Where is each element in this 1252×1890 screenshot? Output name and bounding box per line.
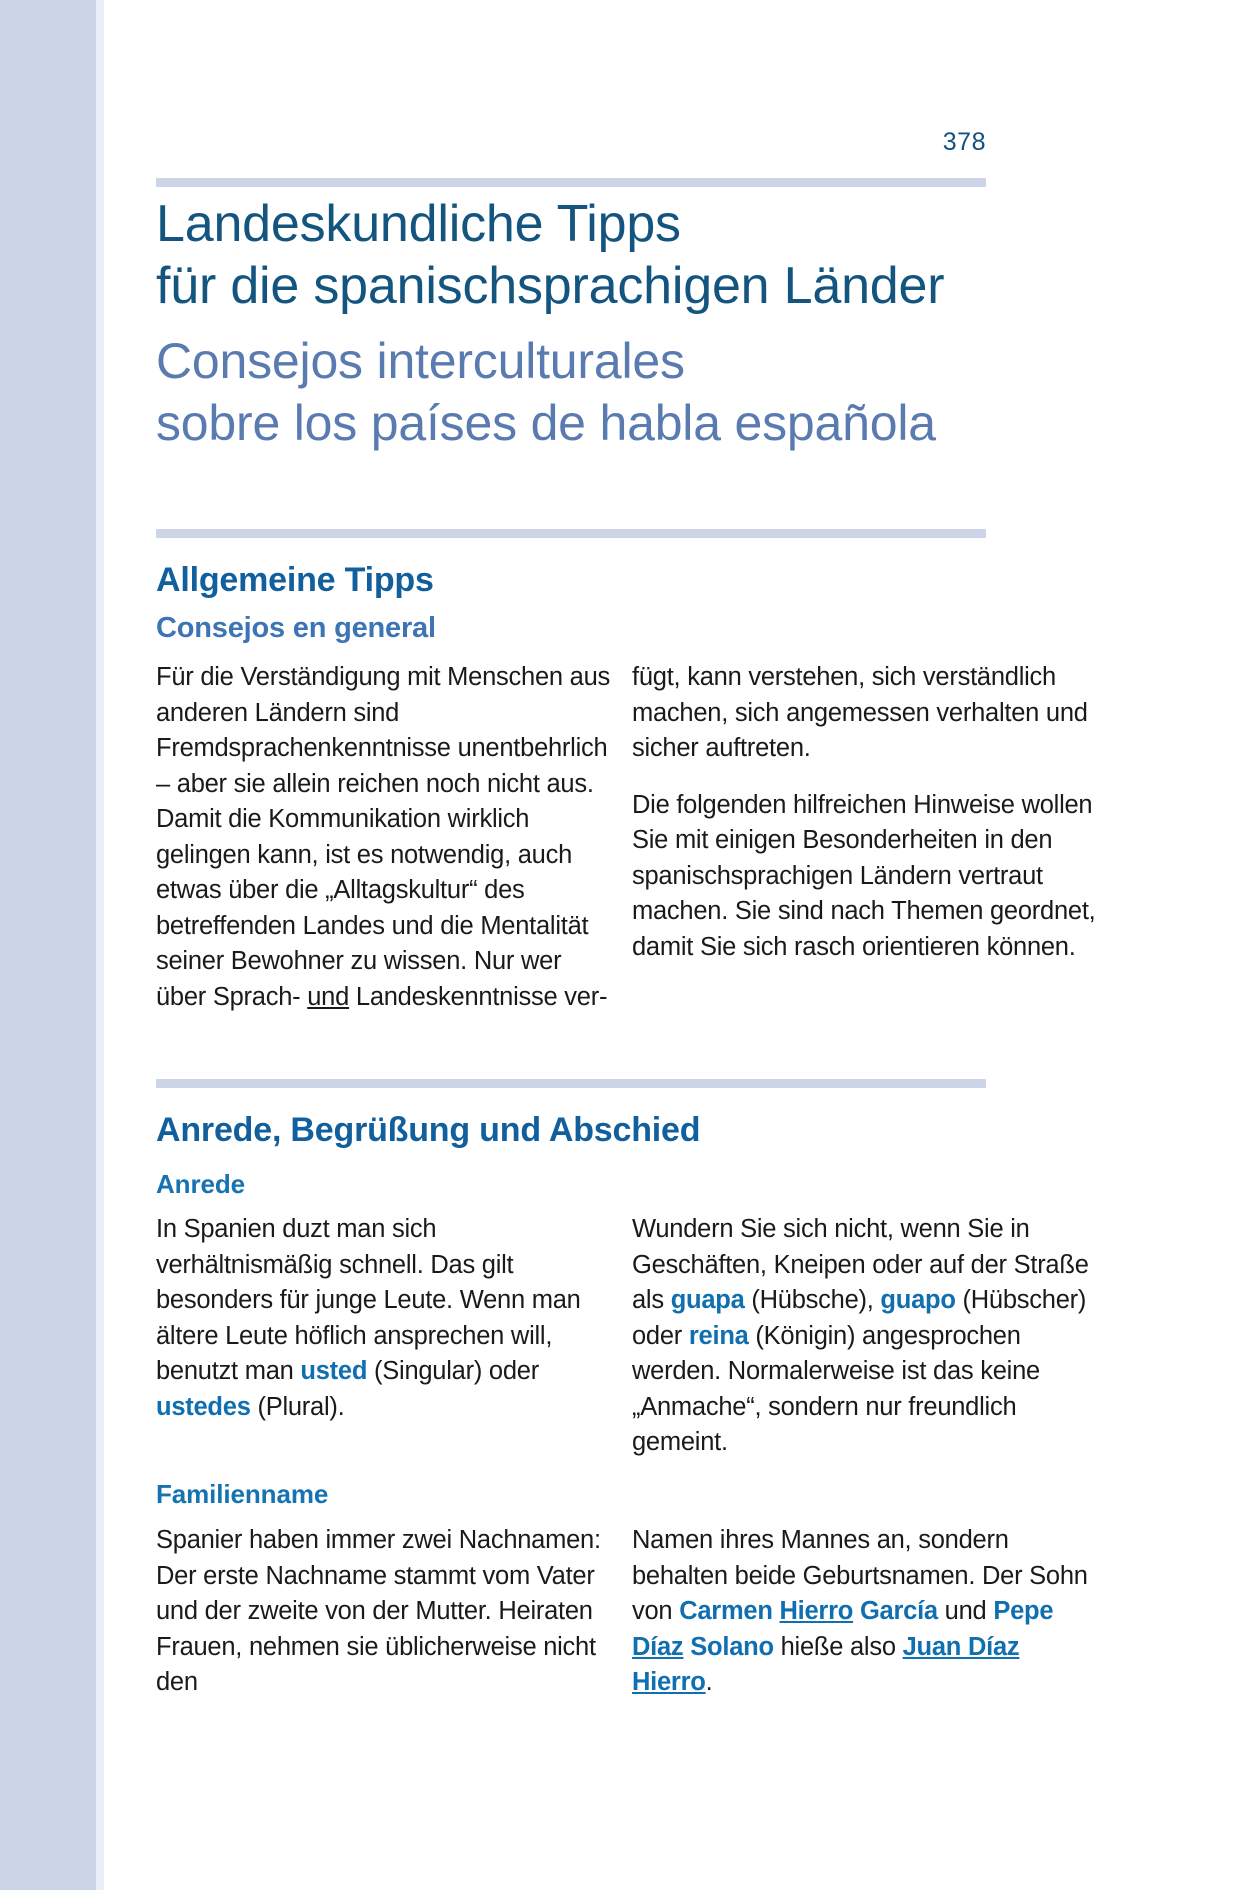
name-part: Carmen xyxy=(679,1597,780,1625)
spanish-term: reina xyxy=(688,1321,749,1350)
text-run: (Hübscher) oder xyxy=(632,1286,1087,1350)
name-part: García xyxy=(853,1597,938,1625)
text-run: Namen ihres Mannes an, sondern behalten beide Geburtsnamen. Der Sohn von xyxy=(632,1526,1088,1625)
text-run: hieße also xyxy=(773,1632,903,1661)
section-allgemeine-tipps-right-column xyxy=(632,660,1100,965)
paragraph: Spanier haben immer zwei Nachnamen: Der erste Nachname stammt vom Vater und der zweite von der Mutter. Heiraten Frauen, nehmen sie üblicherweise nicht den xyxy=(156,1526,601,1696)
paragraph xyxy=(156,660,618,1015)
page-title-spanish-line-1: Consejos interculturales xyxy=(156,333,685,389)
divider-top xyxy=(156,178,986,187)
page-number: 378 xyxy=(942,128,986,156)
section-allgemeine-tipps-left-column xyxy=(156,660,618,1015)
text-run: Wundern Sie sich nicht, wenn Sie in Geschäften, Kneipen oder auf der Straße als xyxy=(632,1215,1089,1314)
name-part-underlined: Hierro xyxy=(779,1597,854,1625)
text-run: (Plural). xyxy=(250,1392,345,1421)
name-part: Solano xyxy=(683,1632,774,1661)
underlined-word: und xyxy=(307,982,350,1011)
page-title-german xyxy=(156,193,944,317)
subsection-familienname-right-column xyxy=(632,1523,1100,1701)
text-run: . xyxy=(705,1668,713,1696)
subsection-heading-anrede: Anrede xyxy=(156,1169,245,1199)
subsection-familienname-left-column xyxy=(156,1523,618,1701)
section-heading-allgemeine-tipps: Allgemeine Tipps xyxy=(156,561,434,599)
page-edge-bar-inner xyxy=(96,0,104,1890)
page-body xyxy=(104,0,1252,1890)
page-title-german-line-1: Landeskundliche Tipps xyxy=(156,195,681,253)
text-run: Für die Verständigung mit Menschen aus anderen Ländern sind Fremdsprachenkenntnisse unentbehrlich – aber sie allein reichen noch nicht aus. Damit die Kommunikation wirklich gelingen kann, ist es notwendig, auch etwas über die „Alltagskultur“ des betreffenden Landes und die Mentalität seiner Bewohner zu wissen. Nur wer über Sprach- xyxy=(156,663,611,1011)
spanish-term: usted xyxy=(300,1357,368,1385)
name-part-underlined: Díaz xyxy=(632,1632,684,1661)
person-name-result: Juan Díaz Hierro xyxy=(632,1632,1020,1696)
spanish-term: guapa xyxy=(670,1286,745,1314)
text-run: (Königin) angesprochen werden. Normalerweise ist das keine „Anmache“, sondern nur freundlich gemeint. xyxy=(632,1321,1040,1456)
page-title-spanish-line-2: sobre los países de habla española xyxy=(156,395,936,451)
section-heading-anrede-begruessung-abschied: Anrede, Begrüßung und Abschied xyxy=(156,1111,701,1149)
text-run: (Hübsche), xyxy=(744,1286,881,1314)
paragraph xyxy=(156,1212,618,1425)
page-edge-bar xyxy=(0,0,96,1890)
subsection-anrede-right-column xyxy=(632,1212,1100,1461)
text-run: und xyxy=(937,1597,994,1625)
spanish-term: guapo xyxy=(880,1286,956,1314)
subsection-heading-familienname: Familienname xyxy=(156,1479,329,1509)
divider-middle xyxy=(156,529,986,538)
divider-section-2 xyxy=(156,1079,986,1088)
subsection-anrede-left-column xyxy=(156,1212,618,1425)
spanish-term: ustedes xyxy=(156,1392,251,1421)
page-title-german-line-2: für die spanischsprachigen Länder xyxy=(156,257,945,315)
name-part: Pepe xyxy=(993,1597,1054,1625)
paragraph xyxy=(632,1523,1100,1701)
paragraph xyxy=(632,1212,1100,1461)
page-title-spanish xyxy=(156,330,936,454)
section-subheading-consejos-en-general: Consejos en general xyxy=(156,612,436,644)
text-run: (Singular) oder xyxy=(367,1357,539,1385)
paragraph: fügt, kann verstehen, sich verständlich machen, sich angemessen verhalten und sicher auftreten. xyxy=(632,663,1088,762)
person-name xyxy=(679,1597,938,1625)
text-run: Landeskenntnisse ver- xyxy=(349,982,608,1011)
text-run: In Spanien duzt man sich verhältnismäßig schnell. Das gilt besonders für junge Leute. Wenn man ältere Leute höflich ansprechen will, benutzt man xyxy=(156,1215,581,1385)
paragraph: Die folgenden hilfreichen Hinweise wollen Sie mit einigen Besonderheiten in den spanischsprachigen Ländern vertraut machen. Sie sind nach Themen geordnet, damit Sie sich rasch orientieren können. xyxy=(632,790,1096,961)
